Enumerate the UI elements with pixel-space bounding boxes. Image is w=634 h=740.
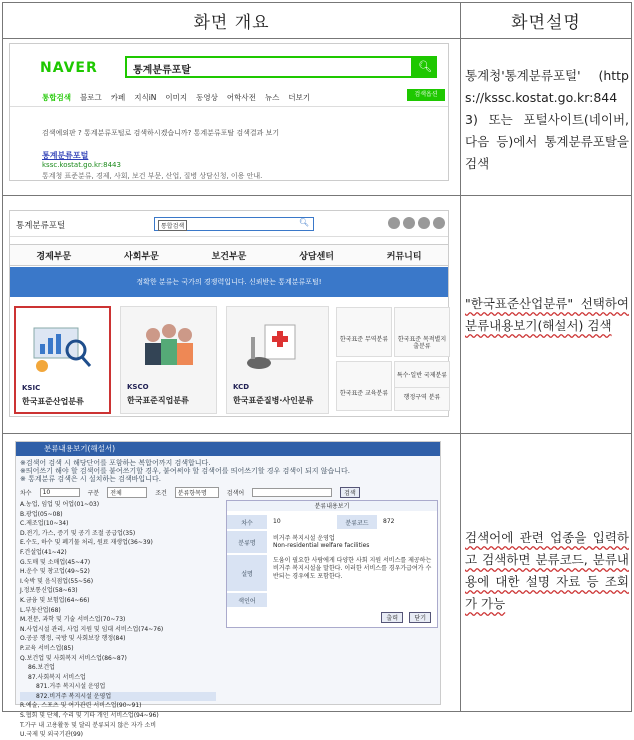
portal-search-input[interactable] (154, 217, 314, 231)
tree-item[interactable]: K.금융 및 보험업(64~66) (20, 596, 90, 604)
result-url: kssc.kostat.go.kr:8443 (42, 161, 121, 169)
mini-education[interactable]: 한국표준 교육분류 (336, 361, 392, 411)
naver-tab-8[interactable]: 더보기 (288, 93, 311, 102)
portal-title: 통계분류포털 (16, 221, 66, 231)
detail-name-value: 비거주 복지시설 운영업 (273, 535, 335, 542)
filter-gubun-label: 구분 (87, 489, 100, 497)
card-name: 한국표준질병·사인분류 (233, 396, 314, 405)
portal-banner: 정확한 분류는 국가의 경쟁력입니다. 신뢰받는 통계분류포털! (10, 267, 448, 297)
tree-item[interactable]: 87.사회복지 서비스업 (28, 673, 86, 681)
card-ksco[interactable] (120, 306, 217, 414)
card-code: KCD (233, 383, 250, 391)
row3-description-text: 검색어에 관련 업종을 입력하고 검색하면 분류코드, 분류내용에 대한 설명 자료 등 조회가 가능 (465, 530, 629, 611)
classification-tree (20, 500, 216, 740)
chart-illustration-icon (30, 320, 96, 376)
mini-expenditure[interactable]: 한국표준 목적별지출분류 (394, 307, 450, 357)
naver-tab-2[interactable]: 카페 (110, 93, 126, 102)
mini-international[interactable]: 특수·일반 국제분류 (394, 361, 450, 411)
sitemap-icon[interactable] (433, 217, 445, 229)
tree-item[interactable]: P.교육 서비스업(85) (20, 644, 74, 652)
home-icon[interactable] (388, 217, 400, 229)
search-icon[interactable]: 🔍︎ (298, 218, 309, 227)
naver-tab-6[interactable]: 어학사전 (226, 93, 256, 102)
naver-tab-4[interactable]: 이미지 (165, 93, 188, 102)
tree-item[interactable]: J.정보통신업(58~63) (20, 587, 78, 595)
card-code: KSCO (127, 383, 149, 391)
print-button[interactable]: 출력 (381, 612, 403, 623)
tree-item[interactable]: A.농업, 임업 및 어업(01~03) (20, 501, 100, 508)
close-button[interactable]: 닫기 (409, 612, 431, 623)
naver-screenshot (9, 43, 449, 181)
tree-item[interactable]: L.부동산업(68) (20, 606, 61, 614)
tree-item[interactable]: Q.보건업 및 사회복지 서비스업(86~87) (20, 654, 127, 662)
portal-menu (10, 244, 448, 266)
tree-item[interactable]: R.예술, 스포츠 및 여가관련 서비스업(90~91) (20, 702, 142, 710)
dialog-screenshot (15, 441, 441, 739)
note-2: ※ 통계분류 검색은 시 설치하는 검색바입니다. (20, 475, 161, 483)
menu-society[interactable]: 사회부문 (124, 251, 159, 262)
tree-item[interactable]: I.숙박 및 음식점업(55~56) (20, 577, 94, 585)
detail-desc-value: 도움이 필요한 사람에게 다양한 사회 지원 서비스를 제공하는 비거주 복지시설을 말한다. 이러한 서비스를 경우가급여가 수반되는 경우에도 포함한다. (273, 557, 432, 580)
naver-suggest: 검색예외판 ? 통계분류포털로 검색하시겠습니까? 통계분류포탈 검색결과 보기 (42, 129, 280, 137)
header-overview: 화면 개요 (3, 3, 460, 39)
note-1: ※띄어쓰기 해야 할 검색어를 붙여쓰기할 경우, 붙여써야 할 검색어를 띄어쓰기할 경우 검색이 되지 않습니다. (20, 467, 351, 475)
row2-description (465, 293, 629, 337)
naver-search-query: 통계분류포탈 (133, 65, 191, 76)
people-icon (135, 319, 201, 375)
detail-panel (226, 500, 438, 628)
tree-item[interactable]: 871.거주 복지시설 운영업 (36, 683, 106, 691)
portal-screenshot (9, 210, 449, 417)
row-divider-2 (3, 433, 631, 434)
detail-index-label: 색인어 (227, 593, 267, 607)
filter-jogun-label: 조건 (155, 489, 167, 497)
portal-search-select[interactable]: 통합검색 (158, 220, 187, 231)
row-divider-1 (3, 195, 631, 196)
keyword-input[interactable] (252, 488, 332, 497)
tree-item[interactable]: C.제조업(10~34) (20, 520, 69, 528)
tree-item[interactable]: O.공공 행정, 국방 및 사회보장 행정(84) (20, 635, 126, 643)
tree-item[interactable]: N.사업시설 관리, 사업 지원 및 임대 서비스업(74~76) (20, 625, 164, 633)
tree-item[interactable]: G.도매 및 소매업(45~47) (20, 558, 91, 566)
card-kcd[interactable] (226, 306, 329, 414)
detail-chasu-label: 차수 (227, 515, 267, 529)
tree-item[interactable]: U.국제 및 외국기관(99) (20, 731, 84, 739)
result-title-link[interactable]: 통계분류포털 (42, 151, 89, 160)
menu-economy[interactable]: 경제부문 (36, 251, 72, 262)
gubun-select[interactable]: 전체 (107, 487, 147, 498)
naver-tab-5[interactable]: 동영상 (196, 93, 218, 102)
result-description: 통계청 표준분류, 경제, 사회, 보건 부문, 산업, 질병 상담신청, 이용 안내. (42, 172, 263, 180)
tree-item[interactable]: S.협회 및 단체, 수리 및 기타 개인 서비스업(94~96) (20, 712, 159, 720)
row3-description (465, 527, 629, 615)
card-name: 한국표준직업분류 (127, 396, 189, 405)
tree-item[interactable]: D.전기, 가스, 증기 및 공기 조절 공급업(35) (20, 529, 136, 537)
search-icon[interactable]: 🔍︎ (413, 56, 437, 78)
header-description: 화면설명 (461, 3, 631, 39)
detail-name-label: 분류명 (227, 531, 267, 553)
note-0: ※검색어 검색 시 해당단어를 포함하는 복합어까지 검색합니다. (20, 459, 211, 467)
mini-admin[interactable]: 행정구역 분류 (394, 387, 450, 411)
card-ksic[interactable] (14, 306, 111, 414)
dialog-title: 분류내용보기(해설서) (16, 442, 440, 456)
naver-tab-1[interactable]: 블로그 (79, 93, 102, 102)
detail-code-label: 분류코드 (337, 515, 377, 529)
tree-item[interactable]: H.운수 및 창고업(49~52) (20, 568, 90, 576)
detail-header: 분류내용보기 (227, 501, 437, 511)
tree-item[interactable]: F.건설업(41~42) (20, 548, 67, 556)
row2-description-text: "한국표준산업분류" 선택하여 분류내용보기(해설서) 검색 (465, 296, 629, 333)
login-icon[interactable] (403, 217, 415, 229)
naver-search-input[interactable] (125, 56, 413, 78)
tree-item[interactable]: 86.보건업 (28, 664, 55, 672)
card-code: KSIC (22, 384, 41, 392)
mini-trade[interactable]: 한국표준 무역분류 (336, 307, 392, 357)
tree-item[interactable]: T.가구 내 고용활동 및 달리 분류되지 않은 자가 소비 (20, 721, 157, 729)
detail-desc-label: 설명 (227, 555, 267, 591)
detail-chasu-value: 10 (273, 518, 281, 525)
menu-health[interactable]: 보건부문 (211, 251, 247, 262)
naver-logo: NAVER (40, 60, 98, 76)
naver-tab-3[interactable]: 지식iN (134, 93, 157, 102)
search-button[interactable]: 검색 (340, 487, 360, 498)
document-table (2, 2, 632, 739)
card-name: 한국표준산업분류 (22, 397, 84, 406)
naver-tab-0[interactable]: 통합검색 (42, 93, 71, 102)
menu-consult[interactable]: 상담센터 (299, 251, 334, 262)
detail-code-value: 872 (383, 518, 395, 525)
tree-item[interactable]: E.수도, 하수 및 폐기물 처리, 원료 재생업(36~39) (20, 539, 153, 547)
column-divider (460, 3, 461, 711)
tree-item[interactable]: M.전문, 과학 및 기술 서비스업(70~73) (20, 616, 126, 624)
search-options-button[interactable]: 검색옵션 (407, 89, 445, 101)
join-icon[interactable] (418, 217, 430, 229)
tree-item-selected[interactable]: 872.비거주 복지시설 운영업 (20, 692, 216, 702)
menu-community[interactable]: 커뮤니티 (386, 251, 422, 262)
chasu-select[interactable]: 10 (40, 488, 80, 497)
medical-icon (241, 319, 307, 375)
tree-item[interactable]: B.광업(05~08) (20, 510, 63, 518)
detail-name-en: Non-residential welfare facilities (273, 542, 370, 549)
naver-tab-7[interactable]: 뉴스 (264, 93, 280, 102)
row1-description: 통계청'통계분류포털' (https://kssc.kostat.go.kr:8443) 또는 포털사이트(네이버, 다음 등)에서 통계분류포탈을 검색 (465, 68, 629, 171)
filter-keyword-label: 검색어 (226, 489, 245, 497)
jogun-select[interactable]: 분류항목명 (175, 487, 219, 498)
filter-chasu-label: 차수 (20, 489, 32, 497)
